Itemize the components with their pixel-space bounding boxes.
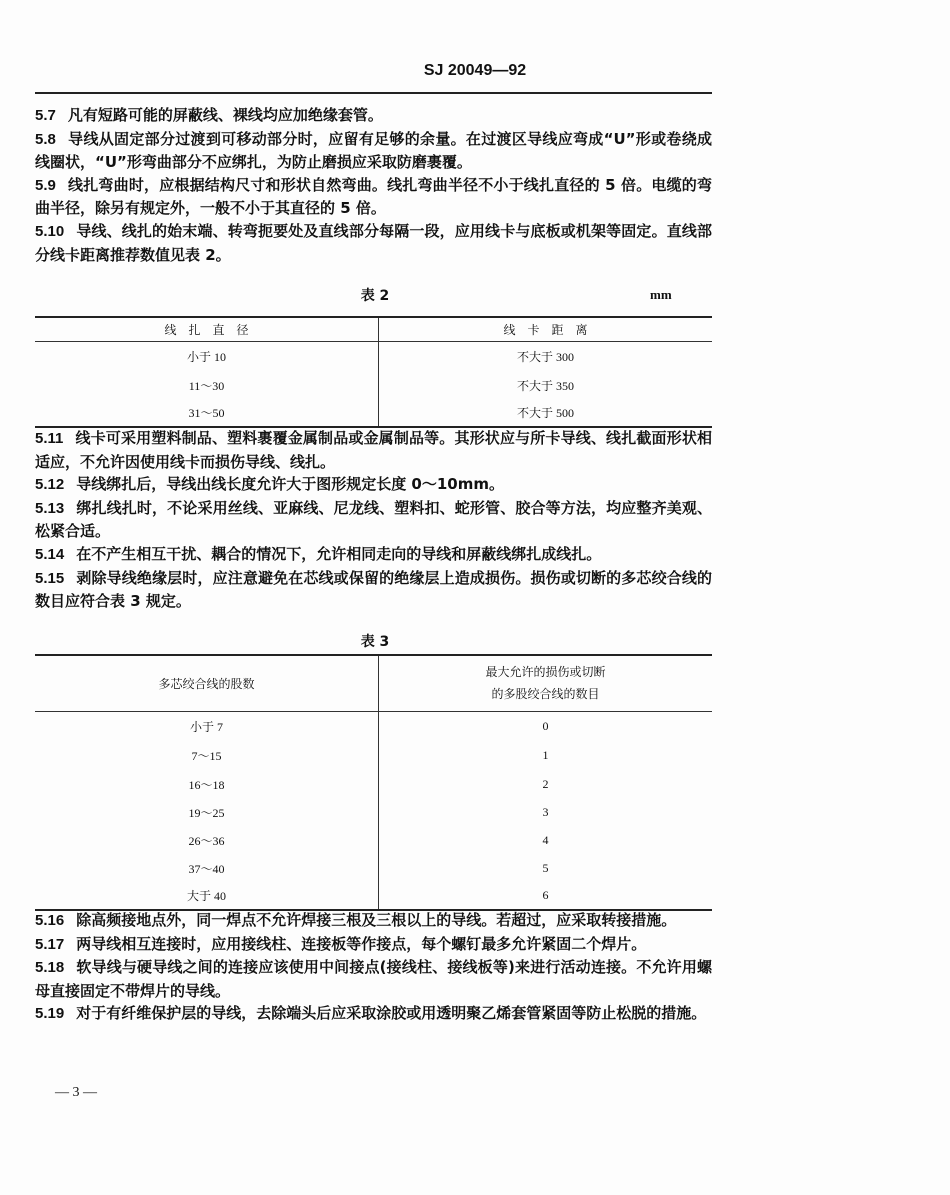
clause-text: 两导线相互连接时，应用接线柱、连接板等作接点，每个螺钉最多允许紧固二个焊片。: [76, 934, 647, 953]
clause-5-12: [35, 473, 712, 497]
clause-text: 线扎弯曲时，应根据结构尺寸和形状自然弯曲。线扎弯曲半径不小于线扎直径的 5 倍。电缆的弯曲半径，除另有规定外，一般不小于其直径的 5 倍。: [35, 175, 712, 218]
table3-header: [379, 655, 713, 711]
table-row: [35, 854, 712, 882]
clause-5-11: [35, 427, 712, 473]
clause-number: 5.15: [35, 569, 65, 587]
clause-5-18: [35, 956, 712, 1002]
clause-text: 导线、线扎的始末端、转弯扼要处及直线部分每隔一段，应用线卡与底板或机架等固定。直线部分线卡距离推荐数值见表 2。: [35, 221, 712, 264]
clause-number: 5.16: [35, 912, 65, 929]
cell: 小于 10: [35, 341, 379, 371]
clause-5-15: [35, 567, 712, 613]
table2-header: 线 卡 距 离: [503, 322, 588, 337]
cell: 31～50: [35, 399, 379, 427]
clause-text: 导线从固定部分过渡到可移动部分时，应留有足够的余量。在过渡区导线应弯成“U”形或卷绕成线圈状，“U”形弯曲部分不应绑扎，为防止磨损应采取防磨裹覆。: [35, 129, 712, 172]
clause-number: 5.12: [35, 476, 65, 494]
cell: 不大于 300: [516, 349, 574, 364]
cell: 小于 7: [35, 711, 379, 741]
cell: 16～18: [35, 770, 379, 798]
cell: 6: [542, 888, 549, 902]
page-number: — 3 —: [55, 1085, 97, 1100]
table3-title: 表 3: [360, 634, 390, 650]
clause-5-8: [35, 128, 712, 174]
clause-5-16: [35, 909, 712, 933]
cell: 37～40: [35, 854, 379, 882]
cell: 11～30: [35, 371, 379, 399]
cell: 4: [542, 832, 549, 847]
clause-text: 剥除导线绝缘层时，应注意避免在芯线或保留的绝缘层上造成损伤。损伤或切断的多芯绞合线的数目应符合表 3 规定。: [35, 568, 712, 611]
header-line: 的多股绞合线的数目: [491, 687, 600, 702]
clause-text: 除高频接地点外，同一焊点不允许焊接三根及三根以上的导线。若超过，应采取转接措施。: [76, 911, 677, 929]
cell: 3: [542, 804, 549, 819]
cell: 1: [542, 748, 549, 762]
sections-b: [35, 427, 712, 613]
table-2: [35, 316, 712, 428]
clause-number: 5.18: [35, 959, 65, 977]
table-row: [35, 882, 712, 910]
clause-number: 5.13: [35, 499, 65, 517]
table-row: [35, 826, 712, 854]
clause-number: 5.10: [35, 222, 65, 240]
clause-text: 在不产生相互干扰、耦合的情况下，允许相同走向的导线和屏蔽线绑扎成线扎。: [76, 544, 602, 563]
header-rule: [35, 92, 712, 94]
table-row: [35, 798, 712, 826]
clause-5-7: [35, 104, 712, 128]
clause-5-9: [35, 174, 712, 220]
clause-text: 导线绑扎后，导线出线长度允许大于图形规定长度 0～10mm。: [76, 475, 504, 494]
cell: 5: [542, 860, 549, 875]
header-line: 最大允许的损伤或切断: [485, 665, 606, 680]
cell: 19～25: [35, 798, 379, 826]
table-row: [35, 741, 712, 770]
table2-unit: mm: [650, 287, 672, 302]
clause-5-17: [35, 933, 712, 957]
clause-text: 对于有纤维保护层的导线，去除端头后应采取涂胶或用透明聚乙烯套管紧固等防止松脱的措施。: [76, 1004, 707, 1023]
clause-5-19: [35, 1002, 712, 1026]
clause-text: 软导线与硬导线之间的连接应该使用中间接点(接线柱、接线板等)来进行活动连接。不允许用螺母直接固定不带焊片的导线。: [35, 958, 712, 1000]
table3-header: 多芯绞合线的股数: [35, 655, 379, 711]
clause-5-14: [35, 543, 712, 567]
sections-a: [35, 104, 712, 266]
cell: 不大于 350: [516, 378, 574, 393]
clause-number: 5.17: [35, 935, 65, 953]
cell: 0: [542, 718, 549, 733]
clause-number: 5.8: [35, 130, 56, 148]
clause-number: 5.9: [35, 176, 56, 194]
table-3: [35, 654, 712, 911]
cell: 26～36: [35, 826, 379, 854]
sections-c: [35, 909, 712, 1026]
table2-title: 表 2: [360, 288, 390, 304]
table-row: [35, 711, 712, 741]
cell: 2: [542, 776, 549, 791]
clause-number: 5.14: [35, 545, 65, 563]
table2-header: 线 扎 直 径: [35, 317, 379, 341]
table-row: [35, 341, 712, 371]
cell: 7～15: [35, 741, 379, 770]
clause-text: 线卡可采用塑料制品、塑料裹覆金属制品或金属制品等。其形状应与所卡导线、线扎截面形状相适应，不允许因使用线卡而损伤导线、线扎。: [35, 429, 712, 471]
table-row: [35, 371, 712, 399]
clause-number: 5.11: [35, 430, 64, 447]
clause-text: 绑扎线扎时，不论采用丝线、亚麻线、尼龙线、塑料扣、蛇形管、胶合等方法，均应整齐美观、松紧合适。: [35, 498, 712, 541]
cell: 不大于 500: [516, 406, 574, 420]
clause-5-10: [35, 220, 712, 266]
cell: 大于 40: [35, 882, 379, 910]
table-row: [35, 770, 712, 798]
clause-text: 凡有短路可能的屏蔽线、裸线均应加绝缘套管。: [67, 106, 383, 124]
table-row: [35, 399, 712, 427]
clause-5-13: [35, 497, 712, 543]
clause-number: 5.19: [35, 1005, 65, 1023]
document-code: SJ 20049—92: [423, 62, 527, 79]
clause-number: 5.7: [35, 107, 56, 124]
